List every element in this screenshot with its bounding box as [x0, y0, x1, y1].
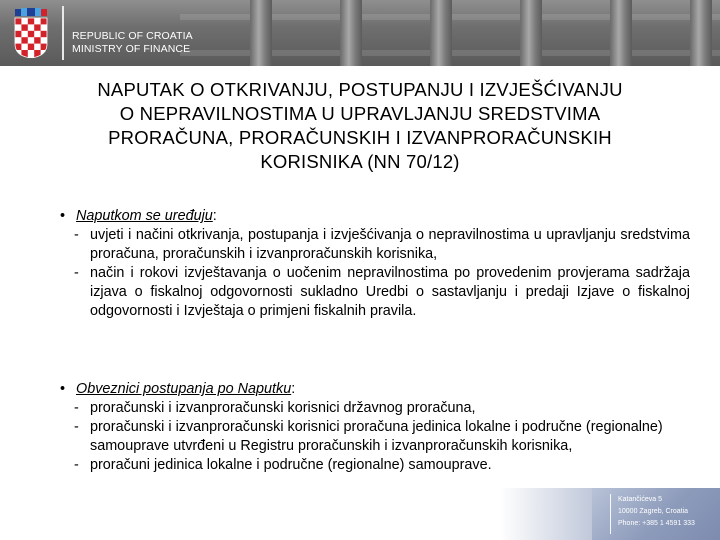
- list-item-text: način i rokovi izvještavanja o uočenim nepravilnostima po provedenim provjerama sadržaja izjava o fiskalnoj odgovornosti sukladno Uredbi o sastavljanju i predaji Izjave o fiskalnoj odgovornosti i Izvještaja o primjeni fiskalnih pravila.: [90, 265, 690, 319]
- list-item: [60, 456, 690, 475]
- footer-fade: [500, 488, 592, 540]
- dash-marker: -: [74, 265, 79, 281]
- section-regulated-matters: [60, 207, 690, 321]
- list-item-text: proračunski i izvanproračunski korisnici državnog proračuna,: [90, 400, 476, 416]
- dash-marker: -: [74, 419, 79, 435]
- list-item: [60, 418, 690, 456]
- banner-column: [340, 0, 362, 66]
- bullet-icon: •: [60, 381, 66, 397]
- list-item: [60, 226, 690, 264]
- croatian-coat-of-arms-icon: [14, 8, 48, 58]
- section-heading-text: Obveznici postupanja po Naputku: [76, 381, 292, 397]
- header-banner: [0, 0, 720, 66]
- banner-column: [610, 0, 632, 66]
- section-heading-text: Naputkom se uređuju: [76, 208, 213, 224]
- title-line: O NEPRAVILNOSTIMA U UPRAVLJANJU SREDSTVIMA: [119, 103, 601, 124]
- bullet-icon: •: [60, 208, 66, 224]
- list-item-text: proračunski i izvanproračunski korisnici proračuna jedinica lokalne i područne (regionalne) samouprave utvrđeni u Registru proračunskih i izvanproračunskih korisnika,: [90, 419, 663, 454]
- banner-column: [520, 0, 542, 66]
- banner-column: [690, 0, 712, 66]
- heading-colon: :: [291, 381, 296, 397]
- org-name-line1: REPUBLIC OF CROATIA: [72, 30, 193, 42]
- list-item-text: proračuni jedinica lokalne i područne (regionalne) samouprave.: [90, 457, 492, 473]
- heading-colon: :: [212, 208, 217, 224]
- dash-marker: -: [74, 227, 79, 243]
- title-line: KORISNIKA (NN 70/12): [260, 151, 460, 172]
- banner-column: [430, 0, 452, 66]
- header-divider: [62, 6, 64, 60]
- banner-column: [250, 0, 272, 66]
- section-obligated-parties: [60, 380, 690, 475]
- footer-divider: [610, 494, 611, 534]
- list-item: [60, 399, 690, 418]
- title-line: NAPUTAK O OTKRIVANJU, POSTUPANJU I IZVJEŠĆIVANJU: [97, 79, 623, 100]
- title-line: PRORAČUNA, PRORAČUNSKIH I IZVANPRORAČUNSKIH: [108, 127, 612, 148]
- dash-marker: -: [74, 400, 79, 416]
- footer-corner: [592, 488, 720, 540]
- section-heading: [60, 380, 690, 399]
- section-heading: [60, 207, 690, 226]
- address-line1: Katančićeva 5: [618, 496, 662, 503]
- list-item: [60, 264, 690, 321]
- org-name-line2: MINISTRY OF FINANCE: [72, 43, 191, 55]
- page-title: [20, 78, 700, 174]
- list-item-text: uvjeti i načini otkrivanja, postupanja i izvješćivanja o nepravilnostima u upravljanju sredstvima proračuna, proračunskih i izvanproračunskih korisnika,: [90, 227, 690, 262]
- address-line3: Phone: +385 1 4591 333: [618, 520, 695, 527]
- address-line2: 10000 Zagreb, Croatia: [618, 508, 689, 515]
- dash-marker: -: [74, 457, 79, 473]
